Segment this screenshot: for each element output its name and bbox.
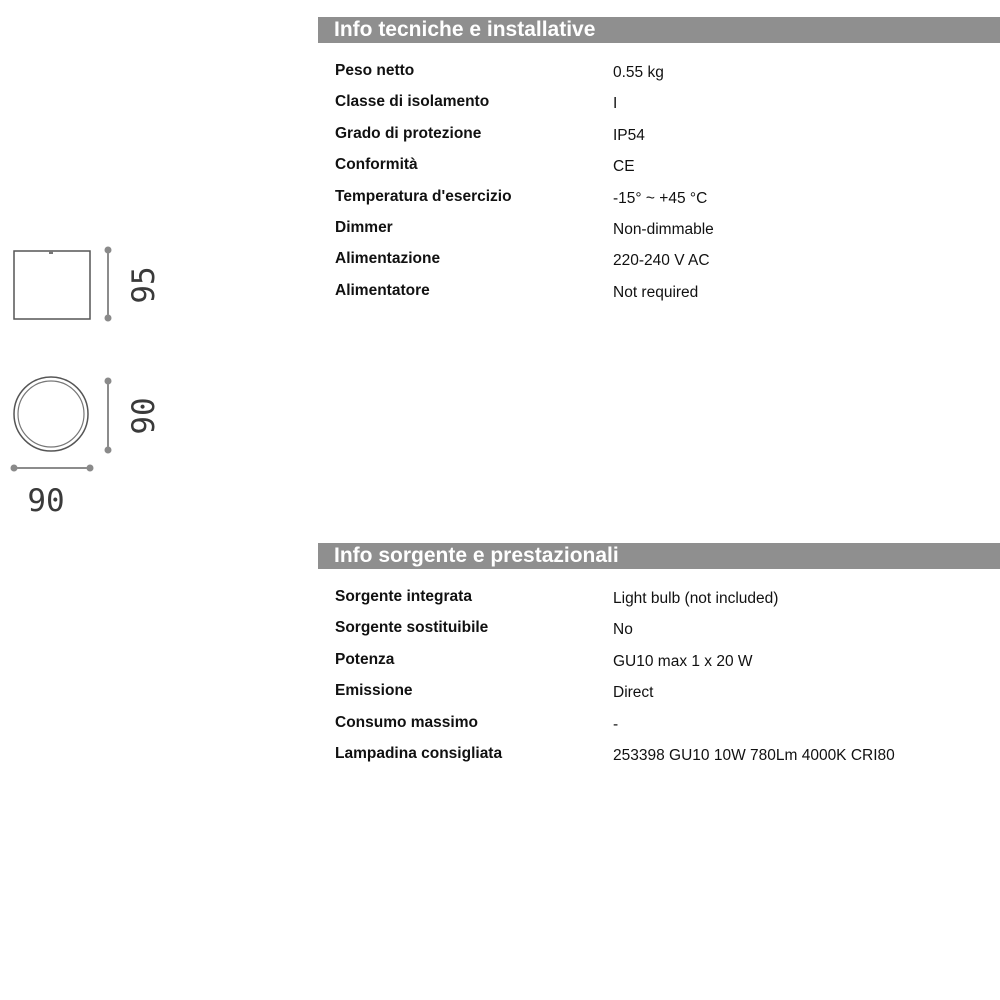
diameter-horizontal-end-left	[11, 465, 18, 472]
spec-table	[318, 587, 1000, 775]
top-view-outer-ring	[14, 377, 88, 451]
spec-label: Sorgente integrata	[335, 588, 472, 605]
spec-value: GU10 max 1 x 20 W	[613, 652, 753, 670]
spec-label: Alimentatore	[335, 281, 430, 299]
spec-row	[318, 61, 1000, 92]
section-title: Info sorgente e prestazionali	[318, 543, 1000, 569]
spec-value: Not required	[613, 283, 699, 301]
side-view-mount	[49, 251, 53, 254]
spec-value: Non-dimmable	[613, 220, 714, 238]
spec-value: -15° ~ +45 °C	[613, 189, 708, 207]
spec-value: Light bulb (not included)	[613, 590, 779, 607]
height-dimension-label: 95	[126, 266, 162, 304]
spec-row	[318, 744, 1000, 775]
spec-row	[318, 155, 1000, 186]
spec-label: Consumo massimo	[335, 713, 478, 731]
spec-value: -	[613, 715, 619, 733]
technical-drawing	[0, 0, 300, 560]
side-view-outline	[14, 251, 90, 319]
spec-label: Classe di isolamento	[335, 93, 490, 111]
spec-row	[318, 92, 1000, 123]
diameter-vertical-end-bottom	[105, 447, 112, 454]
spec-row	[318, 713, 1000, 744]
spec-value: No	[613, 621, 633, 639]
spec-label: Potenza	[335, 650, 395, 668]
spec-label: Grado di protezione	[335, 124, 482, 142]
spec-label: Temperatura d'esercizio	[335, 187, 512, 205]
diameter-vertical-label: 90	[126, 397, 162, 435]
spec-row	[318, 587, 1000, 618]
top-view-inner-ring	[18, 381, 84, 447]
height-dimension-end-top	[105, 247, 112, 254]
spec-row	[318, 218, 1000, 249]
spec-row	[318, 618, 1000, 649]
diameter-vertical-end-top	[105, 378, 112, 385]
spec-value: I	[613, 95, 618, 113]
spec-row	[318, 187, 1000, 218]
spec-label: Peso netto	[335, 62, 415, 79]
spec-value: CE	[613, 158, 635, 176]
spec-row	[318, 249, 1000, 280]
spec-value: 220-240 V AC	[613, 252, 710, 270]
light-source-info-section	[318, 543, 1000, 775]
spec-label: Emissione	[335, 682, 413, 700]
spec-table	[318, 61, 1000, 312]
section-title: Info tecniche e installative	[318, 17, 1000, 43]
spec-label: Conformità	[335, 156, 418, 174]
spec-label: Dimmer	[335, 218, 393, 236]
spec-label: Lampadina consigliata	[335, 744, 503, 762]
spec-row	[318, 281, 1000, 312]
spec-label: Alimentazione	[335, 250, 441, 268]
technical-info-section	[318, 17, 1000, 312]
height-dimension-end-bottom	[105, 315, 112, 322]
spec-value: 0.55 kg	[613, 64, 664, 81]
spec-label: Sorgente sostituibile	[335, 619, 489, 637]
spec-value: IP54	[613, 126, 645, 144]
spec-row	[318, 681, 1000, 712]
spec-value: Direct	[613, 684, 654, 702]
spec-row	[318, 650, 1000, 681]
diameter-horizontal-end-right	[87, 465, 94, 472]
diameter-horizontal-label: 90	[27, 483, 65, 519]
spec-value: 253398 GU10 10W 780Lm 4000K CRI80	[613, 746, 895, 764]
spec-row	[318, 124, 1000, 155]
